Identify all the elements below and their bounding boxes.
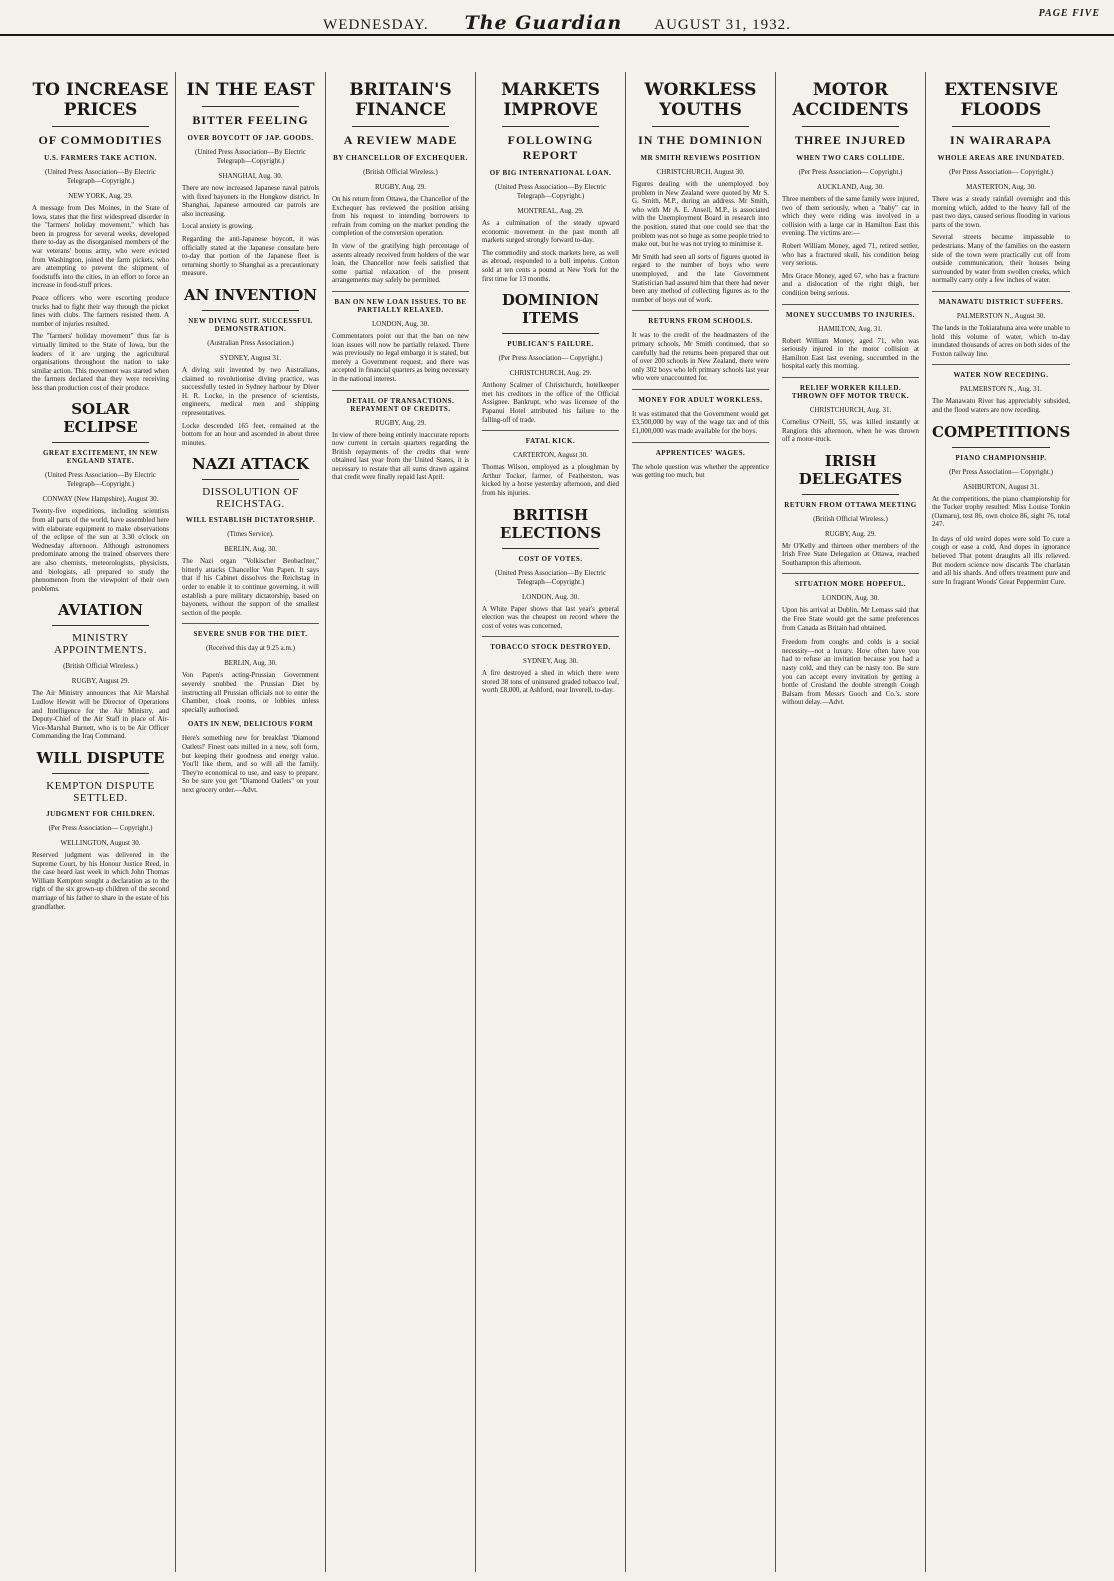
story-dateline: RUGBY, Aug. 29. bbox=[824, 529, 877, 538]
story-paragraph: Anthony Scalmer of Christchurch, hotelkeeper met his creditors in the office of the Official Assignee. Bankrupt, who was licensee of the Papanui Hotel attributed his failure to the falling-off of trade. bbox=[482, 381, 619, 424]
story-smallcaps: MONEY SUCCUMBS TO INJURIES. bbox=[786, 310, 915, 319]
story-paragraph: The lands in the Tokiatahuna area were unable to hold this volume of water, which to-day inundated thousands of acres on both sides of the Foxton railway line. bbox=[932, 323, 1070, 358]
story-dateline: AUCKLAND, Aug. 30. bbox=[817, 183, 884, 191]
story-paragraph: A diving suit invented by two Australians, claimed to revolutionise diving practice, was successfully tested in Sydney harbour by Diver H. R. Locke, in the presence of scientists, engineers, medical men and shipping representatives. bbox=[182, 365, 319, 417]
headline-rule bbox=[202, 310, 299, 311]
story-paragraph: The whole question was whether the apprentice was getting too much, but bbox=[632, 462, 769, 480]
story-subhead: DISSOLUTION OF REICHSTAG. bbox=[202, 486, 299, 511]
story-headline: IN THE EAST bbox=[186, 80, 315, 100]
story-dateline: RUGBY, Aug. 29. bbox=[374, 183, 427, 191]
story-dateline: PALMERSTON N., Aug. 31. bbox=[960, 385, 1042, 394]
story-smallcaps: SITUATION MORE HOPEFUL. bbox=[794, 580, 907, 589]
story-headline: COMPETITIONS bbox=[932, 422, 1071, 441]
story-smallcaps: TOBACCO STOCK DESTROYED. bbox=[490, 643, 611, 652]
story-source: (United Press Association—By Electric Telegraph—Copyright.) bbox=[44, 471, 156, 489]
story-smallcaps: WATER NOW RECEDING. bbox=[953, 371, 1049, 380]
story-source: (Per Press Association— Copyright.) bbox=[949, 467, 1053, 476]
story-divider bbox=[782, 304, 919, 305]
advert-text: In days of old weird dopes were sold To cure a cough or ease a cold, And dopes in ignorance believed That potent draughts all ills relieved. But modern science now discards The charlatan and all his shards. And offers treatment pure and sure In fragrant Woods' Great Peppermint Cure. bbox=[932, 534, 1070, 586]
story-paragraph: Locke descended 165 feet, remained at the bottom for an hour and ascended in about three minutes. bbox=[182, 421, 319, 447]
story-subhead: MINISTRY APPOINTMENTS. bbox=[54, 632, 147, 657]
story-dateline: BERLIN, Aug. 30. bbox=[224, 545, 277, 554]
story-divider bbox=[932, 291, 1070, 292]
story-paragraph: Mrs Grace Money, aged 67, who has a fracture and a dislocation of the right thigh, her condition being serious. bbox=[782, 271, 919, 297]
story-divider bbox=[482, 636, 619, 637]
story-paragraph: Robert William Money, aged 71, who was seriously injured in the motor collision at Hamilton East last evening, succumbed in the hospital early this morning. bbox=[782, 336, 919, 371]
story-paragraph: A White Paper shows that last year's general election was the cheapest on record where the cost of votes was concerned. bbox=[482, 604, 619, 630]
story-paragraph: Twenty-five expeditions, including scientists from all parts of the world, have assembled here with elaborate equipment to make observations of the eclipse of the sun at 3.30 o'clock on Wednesday afternoon. Although astronomers predominate among the trained observers there are also chemists, meteorologists, physicists, and biologists, all prepared to study the phenomenon from the viewpoint of their own problems. bbox=[32, 507, 169, 593]
headline-rule bbox=[652, 126, 749, 127]
story-paragraph: A fire destroyed a shed in which there were stored 38 tons of uninsured graded tobacco leaf, worth £8,000, at Ashford, near Inverell, to-day. bbox=[482, 669, 619, 695]
story-dateline: CHRISTCHURCH, Aug. 31. bbox=[809, 405, 892, 414]
story-divider bbox=[782, 573, 919, 574]
story-subhead: IN THE DOMINION bbox=[638, 133, 763, 147]
story-source: (United Press Association—By Electric Telegraph—Copyright.) bbox=[494, 568, 606, 586]
story-dateline: ASHBURTON, August 31. bbox=[962, 482, 1040, 491]
advert-title: OATS IN NEW, DELICIOUS FORM bbox=[187, 720, 314, 729]
headline-rule bbox=[502, 126, 599, 127]
story-headline: WILL DISPUTE bbox=[36, 748, 165, 767]
story-dateline: BERLIN, Aug. 30. bbox=[224, 659, 277, 668]
story-paragraph: On his return from Ottawa, the Chancellor of the Exchequer has reviewed the position arising from his request to intending borrowers to refrain from coming on the market pending the completion of the conversion operation. bbox=[332, 195, 469, 238]
story-subhead: FOLLOWING REPORT bbox=[507, 133, 594, 162]
story-paragraph: In view of there being entirely inaccurate reports now current in certain quarters regarding the British repayments of the credits that were obtained last year from the United States, it is necessary to restate that all sums drawn against that credit were finally repaid last April. bbox=[332, 430, 469, 482]
story-smallcaps: JUDGMENT FOR CHILDREN. bbox=[46, 809, 155, 818]
story-smallcaps: SEVERE SNUB FOR THE DIET. bbox=[193, 630, 308, 639]
story-dateline: CHRISTCHURCH, Aug. 29. bbox=[509, 369, 592, 378]
story-smallcaps: MR SMITH REVIEWS POSITION bbox=[640, 154, 761, 162]
story-source: (Times Service). bbox=[227, 530, 274, 539]
story-dateline: MASTERTON, Aug. 30. bbox=[966, 183, 1036, 191]
story-divider bbox=[332, 291, 469, 292]
story-dateline: WELLINGTON, August 30. bbox=[60, 838, 141, 847]
story-paragraph: The Nazi organ "Volkischer Beobachter," bitterly attacks Chancellor Von Papen. It says that if his Cabinet dissolves the Reichstag in order to enable it to continue governing, it will establish a pure military dictatorship, based on bayonets, without the support of the smallest section of the people. bbox=[182, 557, 319, 617]
story-source: (British Official Wireless.) bbox=[63, 662, 138, 671]
story-subhead: A REVIEW MADE bbox=[343, 133, 458, 147]
story-smallcaps: DETAIL OF TRANSACTIONS. REPAYMENT OF CREDITS. bbox=[346, 396, 455, 413]
advert-text: Freedom from coughs and colds is a social necessity—not a luxury. How often have you had to refuse an invitation because you had a nasty cold, and they can be nasty too. Be sure you can accept every invitation by getting a bottle of Crosland the double strength Cough Balsam from Messrs Gooch and Co.'s. store without delay.—Advt. bbox=[782, 638, 919, 707]
story-headline: IRISH DELEGATES bbox=[798, 451, 903, 488]
story-paragraph: The commodity and stock markets here, as well as abroad, responded to a bull impetus. Cotton sold at ten cents a pound at New York for the first time for 13 months. bbox=[482, 248, 619, 283]
newspaper-columns bbox=[26, 72, 1106, 1572]
story-smallcaps: WHEN TWO CARS COLLIDE. bbox=[796, 154, 905, 162]
story-smallcaps: MANAWATU DISTRICT SUFFERS. bbox=[938, 297, 1064, 306]
story-source: (United Press Association—By Electric Telegraph—Copyright.) bbox=[494, 183, 606, 200]
story-smallcaps: U.S. FARMERS TAKE ACTION. bbox=[44, 154, 157, 162]
story-headline: MARKETS IMPROVE bbox=[501, 80, 600, 120]
story-headline: AN INVENTION bbox=[183, 285, 318, 304]
story-paragraph: Reserved judgment was delivered in the Supreme Court, by his Honour Justice Reed, in the case heard last week in which John Thomas William Kempton sought a declaration as to the right of the six grown-up children of the second marriage of his father to share in the estate of his grandfather. bbox=[32, 850, 169, 911]
story-paragraph: Peace officers who were escorting produce trucks had to fight their way through the picket lines with clubs. The farmers resisted them. A number of injuries resulted. bbox=[32, 293, 169, 328]
story-paragraph: Several streets became impassable to pedestrians. Many of the families on the eastern side of the town were practically cut off from outside communication, their houses being surrounded by water from swollen creeks, which normally carry only a few inches of water. bbox=[932, 233, 1070, 285]
story-dateline: RUGBY, August 29. bbox=[71, 677, 130, 686]
headline-rule bbox=[52, 773, 149, 774]
story-headline: EXTENSIVE FLOODS bbox=[944, 80, 1058, 120]
story-smallcaps: BY CHANCELLOR OF EXCHEQUER. bbox=[333, 154, 468, 162]
story-dateline: LONDON, Aug. 30. bbox=[372, 319, 429, 328]
headline-rule bbox=[52, 442, 149, 443]
page-number: PAGE FIVE bbox=[1038, 8, 1100, 19]
story-paragraph: Three members of the same family were injured, two of them seriously, when a "baby" car in which they were riding was involved in a collision with a large car in Hamilton East this evening. The victims are:— bbox=[782, 195, 919, 238]
story-paragraph: Upon his arrival at Dublin, Mr Lemass said that the Free State would get the same preferences from Canada as Britain had obtained. bbox=[782, 606, 919, 632]
story-source: (Per Press Association— Copyright.) bbox=[949, 168, 1053, 176]
story-dateline: SHANGHAI, Aug. 30. bbox=[218, 172, 283, 180]
story-dateline: SYDNEY, Aug. 30. bbox=[523, 657, 578, 666]
story-dateline: PALMERSTON N., August 30. bbox=[956, 311, 1046, 320]
headline-rule bbox=[502, 548, 599, 549]
story-smallcaps: GREAT EXCITEMENT, IN NEW ENGLAND STATE. bbox=[42, 449, 159, 466]
story-subhead: THREE INJURED bbox=[794, 133, 907, 147]
story-headline: DOMINION ITEMS bbox=[501, 291, 600, 328]
story-divider bbox=[782, 377, 919, 378]
story-paragraph: In view of the gratifying high percentage of assents already received from holders of the war loan, the Chancellor now feels satisfied that some partial relaxation of the present arrangements may safely be permitted. bbox=[332, 241, 469, 285]
story-divider bbox=[632, 389, 769, 390]
story-source: (United Press Association—By Electric Telegraph—Copyright.) bbox=[194, 148, 306, 165]
story-headline: SOLAR ECLIPSE bbox=[63, 400, 138, 437]
story-smallcaps: OVER BOYCOTT OF JAP. GOODS. bbox=[187, 134, 314, 142]
story-source: (Per Press Association— Copyright.) bbox=[498, 354, 603, 363]
story-headline: TO INCREASE PRICES bbox=[32, 80, 169, 120]
story-dateline: LONDON, Aug. 30. bbox=[822, 594, 879, 603]
story-paragraph: As a culmination of the steady upward economic movement in the past month all markets surged strongly forward to-day. bbox=[482, 219, 619, 245]
story-smallcaps: OF BIG INTERNATIONAL LOAN. bbox=[489, 169, 612, 177]
masthead-paper-name: The Guardian bbox=[464, 12, 623, 34]
story-divider bbox=[632, 442, 769, 443]
story-paragraph: The Air Ministry announces that Air Marshal Ludlow Hewitt will be Director of Operations and Intelligence for the Air Ministry, and Deputy-Chief of the Air Staff in place of Air-Vice-Marshal Burnett, who is to be Air Officer Commanding the Iraq Command. bbox=[32, 689, 169, 741]
story-paragraph: A message from Des Moines, in the State of Iowa, states that the first widespread disorder in the "farmers' holiday movement," which has been in progress for several weeks, developed there to-day as the disorganised members of the war veterans' bonus army, who were evicted from Washington, joined the farm pickets, who are attempting to prevent the shipment of foodstuffs into the cities, in an effort to force an increase in food-stuff prices. bbox=[32, 204, 169, 290]
story-source: (United Press Association—By Electric Telegraph—Copyright.) bbox=[44, 168, 156, 185]
story-smallcaps: RELIEF WORKER KILLED. THROWN OFF MOTOR TRUCK. bbox=[791, 383, 910, 400]
headline-rule bbox=[352, 126, 449, 127]
story-paragraph: At the competitions, the piano championship for the Tucker trophy resulted: Miss Louise Tonkin (Oamaru), test 86, own choice 86, sight 76, total 247. bbox=[932, 494, 1070, 529]
story-source: (Per Press Association— Copyright.) bbox=[48, 823, 153, 832]
story-paragraph: Cornelius O'Neill, 55, was killed instantly at Rangiora this afternoon, when he was thrown off a motor-truck. bbox=[782, 417, 919, 444]
masthead-date: AUGUST 31, 1932. bbox=[654, 17, 791, 33]
headline-rule bbox=[502, 333, 599, 334]
story-paragraph: It was to the credit of the headmasters of the primary schools, Mr Smith continued, that so carefully had the returns been prepared that out of over 200 schools in New Zealand, there were only 302 boys who left primary schools last year who were unaccounted for. bbox=[632, 331, 769, 383]
headline-rule bbox=[952, 447, 1050, 448]
story-paragraph: There was a steady rainfall overnight and this morning which, added to the heavy fall of the past two days, caused serious flooding in various parts of the town. bbox=[932, 195, 1070, 229]
column-7 bbox=[926, 72, 1076, 1572]
column-6 bbox=[776, 72, 926, 1572]
story-paragraph: There are now increased Japanese naval patrols with fixed bayonets in the Hongkow district. In Shanghai, Japanese armoured car patrols are also increasing. bbox=[182, 184, 319, 218]
story-divider bbox=[932, 364, 1070, 365]
headline-rule bbox=[802, 494, 899, 495]
story-dateline: SYDNEY, August 31. bbox=[219, 353, 282, 362]
story-dateline: NEW YORK, Aug. 29. bbox=[68, 192, 133, 200]
story-paragraph: Regarding the anti-Japanese boycott, it was officially stated at the Japanese consulate here to-day that portion of the Japanese fleet is returning shortly to Shanghai as a precautionary measure. bbox=[182, 234, 319, 278]
headline-rule bbox=[952, 126, 1050, 127]
story-divider bbox=[632, 310, 769, 311]
story-smallcaps: RETURN FROM OTTAWA MEETING bbox=[784, 500, 917, 509]
story-smallcaps: PIANO CHAMPIONSHIP. bbox=[955, 453, 1047, 462]
story-headline: WORKLESS YOUTHS bbox=[644, 80, 757, 120]
headline-rule bbox=[202, 479, 299, 480]
story-subhead: IN WAIRARAPA bbox=[950, 133, 1052, 147]
headline-rule bbox=[202, 106, 299, 107]
column-2 bbox=[176, 72, 326, 1572]
story-headline: AVIATION bbox=[58, 601, 143, 620]
story-dateline: HAMILTON, Aug. 31. bbox=[818, 324, 883, 333]
headline-rule bbox=[802, 126, 899, 127]
story-paragraph: Robert William Money, aged 71, retired settler, who has a fractured skull, his condition being very serious. bbox=[782, 241, 919, 268]
advert-text: Here's something new for breakfast 'Diamond Oatlets!' Finest oats milled in a new, soft form, but keeping their goodness and energy value. You'll like them, and so will all the family. They're economical to use, and easy to prepare. So be sure you get "Diamond Oatlets" on your next grocery order.—Advt. bbox=[182, 734, 319, 794]
story-smallcaps: MONEY FOR ADULT WORKLESS. bbox=[638, 395, 763, 404]
story-paragraph: Thomas Wilson, employed as a ploughman by Arthur Tocker, farmer, of Featherston, was kicked by a horse yesterday afternoon, and died from his injuries. bbox=[482, 463, 619, 497]
story-smallcaps: BAN ON NEW LOAN ISSUES. TO BE PARTIALLY RELAXED. bbox=[334, 297, 467, 314]
story-paragraph: It was estimated that the Government would get £3,500,000 by way of the wage tax and of this £1,000,000 was made available for the boys. bbox=[632, 409, 769, 436]
column-4 bbox=[476, 72, 626, 1572]
story-divider bbox=[182, 623, 319, 624]
story-smallcaps: RETURNS FROM SCHOOLS. bbox=[648, 317, 753, 326]
story-smallcaps: NEW DIVING SUIT. SUCCESSFUL DEMONSTRATION. bbox=[188, 316, 313, 333]
story-paragraph: Von Papen's acting-Prussian Government severely snubbed the Prussian Diet by instructing all Prussian officials not to enter the Chamber, cloak rooms, or lobbies unless specially authorised. bbox=[182, 671, 319, 714]
story-divider bbox=[482, 430, 619, 431]
story-smallcaps: WHOLE AREAS ARE INUNDATED. bbox=[937, 154, 1065, 162]
story-smallcaps: WILL ESTABLISH DICTATORSHIP. bbox=[185, 516, 316, 525]
story-subhead: OF COMMODITIES bbox=[38, 133, 163, 147]
story-smallcaps: FATAL KICK. bbox=[525, 437, 576, 446]
story-paragraph: The Manawatu River has appreciably subsided, and the flood waters are now receding. bbox=[932, 397, 1070, 414]
story-smallcaps: COST OF VOTES. bbox=[518, 554, 583, 563]
story-source: (Australian Press Association.) bbox=[207, 338, 294, 347]
masthead-day: WEDNESDAY. bbox=[323, 17, 429, 33]
story-paragraph: The "farmers' holiday movement" thus far is virtually limited to the State of Iowa, but the leaders of it are urging the agricultural organisations throughout the nation to take similar action. This movement was started when the farmers declared that they were receiving less than production cost of their produce. bbox=[32, 332, 169, 392]
story-headline: BRITAIN'S FINANCE bbox=[349, 80, 452, 120]
story-dateline: LONDON, Aug. 30. bbox=[522, 592, 579, 601]
story-headline: NAZI ATTACK bbox=[192, 455, 309, 474]
story-source: (British Official Wireless.) bbox=[813, 514, 888, 523]
story-divider bbox=[332, 390, 469, 391]
story-source: (British Official Wireless.) bbox=[363, 168, 438, 176]
story-headline: MOTOR ACCIDENTS bbox=[792, 80, 909, 120]
story-subhead: BITTER FEELING bbox=[192, 113, 309, 127]
story-dateline: RUGBY, Aug. 29. bbox=[374, 418, 427, 427]
story-source: (Received this day at 9.25 a.m.) bbox=[205, 644, 296, 653]
story-subhead: KEMPTON DISPUTE SETTLED. bbox=[46, 779, 155, 804]
story-paragraph: Commentators point out that the ban on new loan issues will now be partially relaxed. There was previously no legal embargo it is stated, but merely a Government request, and there was accepted in financial quarters as being necessary in the national interest. bbox=[332, 331, 469, 383]
story-dateline: MONTREAL, Aug. 29. bbox=[517, 207, 584, 215]
column-5 bbox=[626, 72, 776, 1572]
column-3 bbox=[326, 72, 476, 1572]
story-dateline: CONWAY (New Hampshire), August 30. bbox=[42, 495, 159, 504]
headline-rule bbox=[52, 625, 149, 626]
headline-rule bbox=[52, 126, 149, 127]
story-smallcaps: APPRENTICES' WAGES. bbox=[655, 448, 746, 457]
story-paragraph: Local anxiety is growing. bbox=[182, 222, 254, 231]
story-source: (Per Press Association— Copyright.) bbox=[798, 168, 903, 176]
story-dateline: CARTERTON, August 30. bbox=[513, 451, 588, 460]
story-paragraph: Mr Smith had seen all sorts of figures quoted in regard to the number of boys who were unemployed, and the late Government Statistician had assured him that there had never been any method of collecting figures as to the number of boys out of work. bbox=[632, 252, 769, 304]
masthead bbox=[0, 0, 1114, 36]
story-paragraph: Mr O'Kelly and thirteen other members of the Irish Free State Delegation at Ottawa, reached Southampton this afternoon. bbox=[782, 541, 919, 567]
story-dateline: CHRISTCHURCH, August 30. bbox=[656, 168, 745, 176]
story-headline: BRITISH ELECTIONS bbox=[499, 505, 602, 542]
column-1 bbox=[26, 72, 176, 1572]
story-paragraph: Figures dealing with the unemployed boy problem in New Zealand were quoted by Mr S. G. Smith, M.P., during an address. Mr Smith, who with Mr A. E. Ansell, M.P., is associated with the Unemployment Board in research into the position, stated that one could see that the problem was not so huge as some people tried to make out, but he was not trying to minimise it. bbox=[632, 180, 769, 249]
story-smallcaps: PUBLICAN'S FAILURE. bbox=[507, 340, 594, 349]
